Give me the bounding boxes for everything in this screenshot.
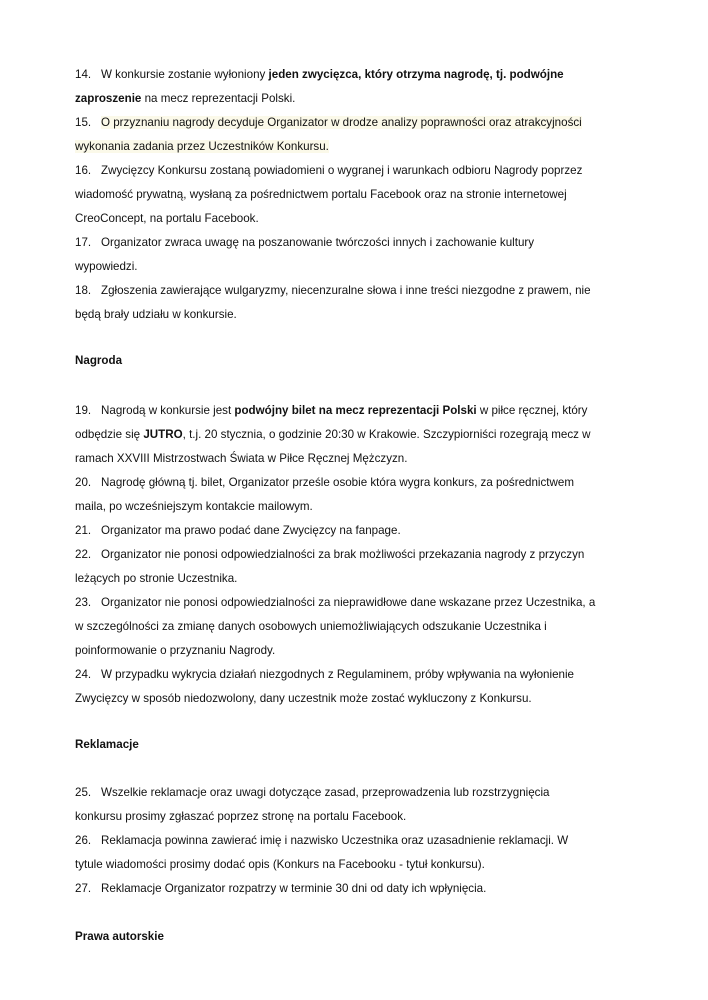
item-bold-text: JUTRO <box>143 428 183 441</box>
item-16-line-2 <box>75 187 567 203</box>
item-text: w piłce ręcznej, który <box>476 404 588 417</box>
item-number: 18. <box>75 284 92 297</box>
item-27-line-1 <box>75 881 486 897</box>
item-21-line-1 <box>75 523 401 539</box>
item-text: Wszelkie reklamacje oraz uwagi dotyczące zasad, przeprowadzenia lub rozstrzygnięcia <box>101 786 550 799</box>
item-text: Nagrodą w konkursie jest <box>101 404 235 417</box>
item-text: Organizator zwraca uwagę na poszanowanie twórczości innych i zachowanie kultury <box>101 236 535 249</box>
item-19-line-1 <box>75 403 587 419</box>
item-23-line-2 <box>75 619 547 635</box>
item-text: W przypadku wykrycia działań niezgodnych z Regulaminem, próby wpływania na wyłonienie <box>101 668 574 681</box>
item-text: Nagrodę główną tj. bilet, Organizator prześle osobie która wygra konkurs, za pośrednictwem <box>101 476 574 489</box>
item-text: Organizator nie ponosi odpowiedzialności za nieprawidłowe dane wskazane przez Uczestnika, a <box>101 596 596 609</box>
item-text: Zgłoszenia zawierające wulgaryzmy, niecenzuralne słowa i inne treści niezgodne z prawem, nie <box>101 284 591 297</box>
item-text: Organizator nie ponosi odpowiedzialności za brak możliwości przekazania nagrody z przyczyn <box>101 548 585 561</box>
item-text: W konkursie zostanie wyłoniony <box>101 68 269 81</box>
item-24-line-1 <box>75 667 574 683</box>
section-heading-reklamacje: Reklamacje <box>75 738 139 751</box>
item-bold-text: podwójny bilet na mecz reprezentacji Polski <box>234 404 477 417</box>
highlighted-text: O przyznaniu nagrody decyduje Organizator w drodze analizy poprawności oraz atrakcyjności <box>101 116 582 129</box>
item-23-line-1 <box>75 595 595 611</box>
item-bold-text: jeden zwycięzca, który otrzyma nagrodę, tj. podwójne <box>268 68 564 81</box>
item-14-line-2 <box>75 91 295 107</box>
item-text: Zwycięzcy Konkursu zostaną powiadomieni o wygranej i warunkach odbioru Nagrody poprzez <box>101 164 583 177</box>
item-17-line-1 <box>75 235 534 251</box>
section-heading-nagroda: Nagroda <box>75 354 123 367</box>
item-text: Reklamacja powinna zawierać imię i nazwisko Uczestnika oraz uzasadnienie reklamacji. W <box>101 834 569 847</box>
item-25-line-2 <box>75 809 406 825</box>
item-18-line-2 <box>75 307 237 323</box>
item-16-line-3 <box>75 211 259 227</box>
item-number: 16. <box>75 164 92 177</box>
item-text: Reklamacje Organizator rozpatrzy w terminie 30 dni od daty ich wpłynięcia. <box>101 882 487 895</box>
item-text: Organizator ma prawo podać dane Zwycięzcy na fanpage. <box>101 524 401 537</box>
item-19-line-2 <box>75 427 591 443</box>
item-number: 20. <box>75 476 92 489</box>
item-number: 23. <box>75 596 92 609</box>
item-text: konkursu prosimy zgłaszać poprzez stronę na portalu Facebook. <box>75 810 407 823</box>
item-16-line-1 <box>75 163 582 179</box>
item-26-line-1 <box>75 833 568 849</box>
item-25-line-1 <box>75 785 550 801</box>
item-text: wypowiedzi. <box>75 260 138 273</box>
item-24-line-2 <box>75 691 532 707</box>
highlighted-text: wykonania zadania przez Uczestników Konkursu. <box>75 140 329 153</box>
item-26-line-2 <box>75 857 485 873</box>
item-text: Zwycięzcy w sposób niedozwolony, dany uczestnik może zostać wykluczony z Konkursu. <box>75 692 532 705</box>
item-18-line-1 <box>75 283 591 299</box>
item-number: 26. <box>75 834 92 847</box>
item-text: maila, po wcześniejszym kontakcie mailowym. <box>75 500 313 513</box>
item-number: 27. <box>75 882 92 895</box>
item-text: poinformowanie o przyznaniu Nagrody. <box>75 644 276 657</box>
item-15-line-2 <box>75 139 329 155</box>
item-text: wiadomość prywatną, wysłaną za pośrednictwem portalu Facebook oraz na stronie internetowej <box>75 188 567 201</box>
item-17-line-2 <box>75 259 138 275</box>
item-bold-text: zaproszenie <box>75 92 142 105</box>
item-number: 22. <box>75 548 92 561</box>
section-heading-prawa-autorskie: Prawa autorskie <box>75 930 164 943</box>
item-number: 25. <box>75 786 92 799</box>
item-19-line-3 <box>75 451 407 467</box>
item-text: na mecz reprezentacji Polski. <box>141 92 296 105</box>
item-text: ramach XXVIII Mistrzostwach Świata w Piłce Ręcznej Mężczyzn. <box>75 452 408 465</box>
item-text: CreoConcept, na portalu Facebook. <box>75 212 259 225</box>
item-15-line-1 <box>75 115 582 131</box>
item-number: 19. <box>75 404 92 417</box>
item-22-line-1 <box>75 547 584 563</box>
item-22-line-2 <box>75 571 237 587</box>
item-20-line-2 <box>75 499 313 515</box>
item-number: 15. <box>75 116 92 129</box>
item-23-line-3 <box>75 643 275 659</box>
item-text: odbędzie się <box>75 428 144 441</box>
item-14-line-1 <box>75 67 564 83</box>
item-number: 14. <box>75 68 92 81</box>
item-number: 24. <box>75 668 92 681</box>
item-number: 17. <box>75 236 92 249</box>
item-20-line-1 <box>75 475 574 491</box>
item-text: , t.j. 20 stycznia, o godzinie 20:30 w Krakowie. Szczypiorniści rozegrają mecz w <box>182 428 591 441</box>
item-text: tytule wiadomości prosimy dodać opis (Konkurs na Facebooku - tytuł konkursu). <box>75 858 485 871</box>
item-text: będą brały udziału w konkursie. <box>75 308 237 321</box>
item-text: w szczególności za zmianę danych osobowych uniemożliwiających odszukanie Uczestnika i <box>75 620 547 633</box>
item-number: 21. <box>75 524 92 537</box>
item-text: leżących po stronie Uczestnika. <box>75 572 238 585</box>
